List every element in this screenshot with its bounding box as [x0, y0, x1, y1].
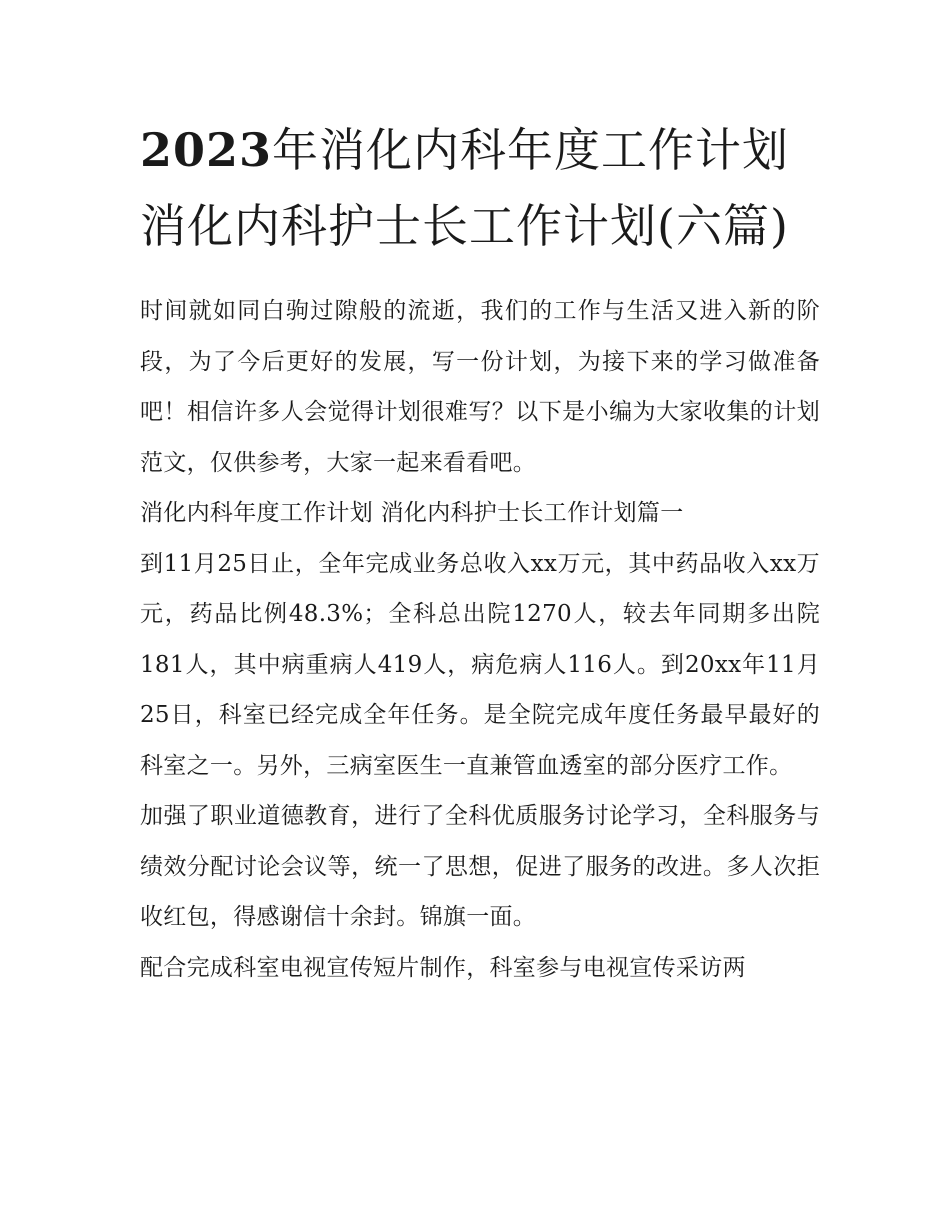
- title-year: 2023: [140, 123, 273, 177]
- paragraph-statistics: 到11月25日止，全年完成业务总收入xx万元，其中药品收入xx万元，药品比例48.3%；全科总出院1270人，较去年同期多出院181人，其中病重病人419人，病危病人116人。到20xx年11月25日，科室已经完成全年任务。是全院完成年度任务最早最好的科室之一。另外，三病室医生一直兼管血透室的部分医疗工作。: [140, 550, 820, 779]
- paragraph-publicity: 配合完成科室电视宣传短片制作，科室参与电视宣传采访两: [140, 954, 746, 981]
- paragraph-intro: 时间就如同白驹过隙般的流逝，我们的工作与生活又进入新的阶段，为了今后更好的发展，写一份计划，为接下来的学习做准备吧！相信许多人会觉得计划很难写？以下是小编为大家收集的计划范文，仅供参考，大家一起来看看吧。: [140, 298, 820, 476]
- document-page: [140, 112, 820, 993]
- document-title: [140, 112, 820, 264]
- title-text: 年消化内科年度工作计划消化内科护士长工作计划(六篇): [140, 123, 790, 253]
- paragraph-section-heading: 消化内科年度工作计划 消化内科护士长工作计划篇一: [140, 500, 684, 526]
- paragraph-ethics: 加强了职业道德教育，进行了全科优质服务讨论学习，全科服务与绩效分配讨论会议等，统一了思想，促进了服务的改进。多人次拒收红包，得感谢信十余封。锦旗一面。: [140, 803, 820, 930]
